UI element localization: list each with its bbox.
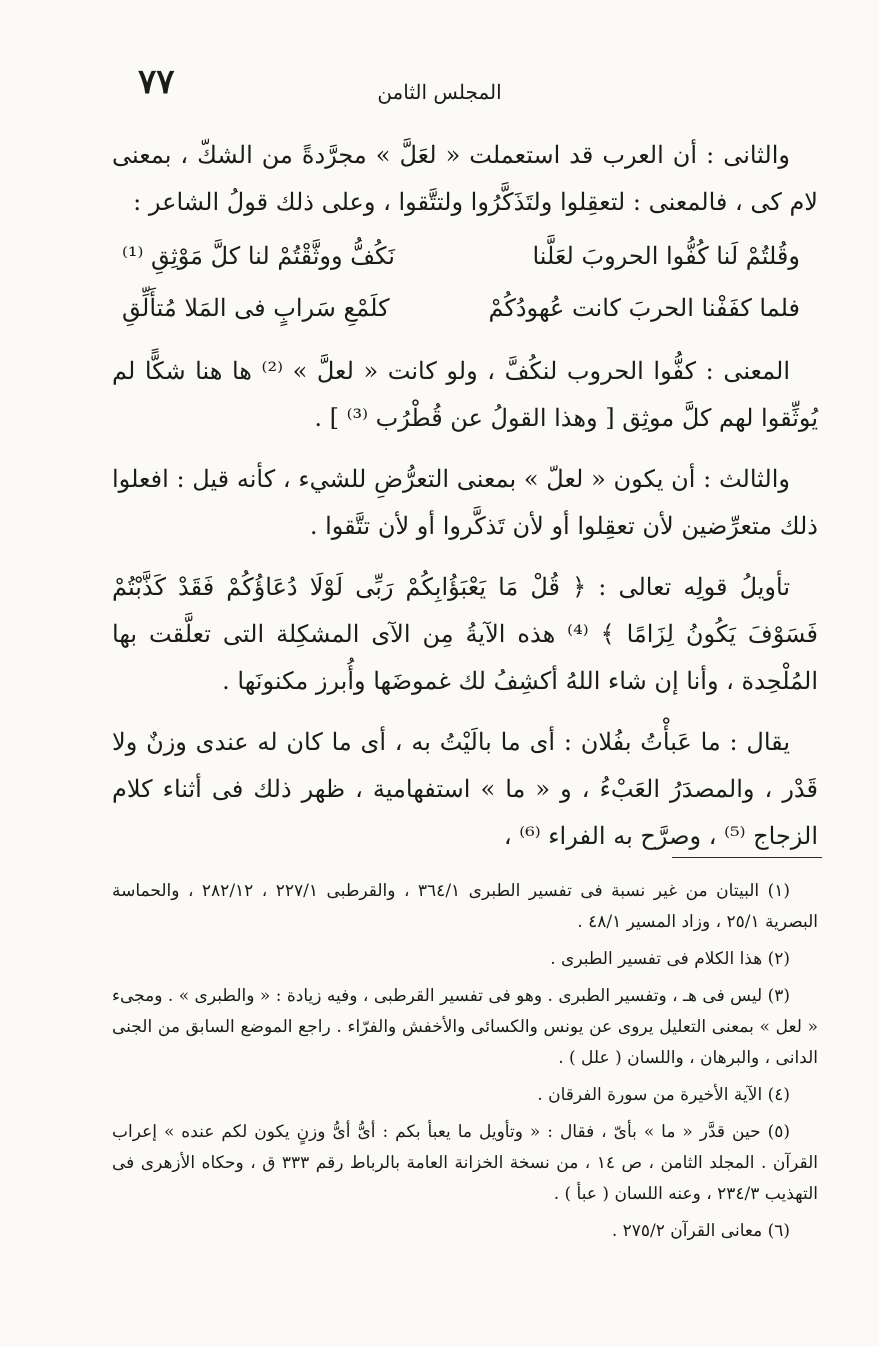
footnote-5: (٥) حين قدَّر « ما » بأىّ ، فقال : « وتأويل ما يعبأ بكم : أىُّ أىُّ وزنٍ يكون لكم عنده » إعراب القرآن . المجلد الثامن ، ص ١٤ ، من نسخة الخزانة العامة بالرباط رقم ٣٣٣ ق ، وحكاه الأزهرى فى التهذيب ٢٣٤/٣ ، وعنه اللسان ( عبأ ) . (112, 1122, 818, 1204)
footnote-divider (672, 857, 822, 858)
running-title: المجلس الثامن (377, 80, 502, 104)
verse-line (112, 282, 818, 334)
paragraph-third-meaning: والثالث : أن يكون « لعلّ » بمعنى التعرُّضِ للشيء ، كأنه قيل : افعلوا ذلك متعرِّضين لأن تعقِلوا أو لأن تَذكَّروا أو لأن تتَّقوا . (112, 465, 818, 540)
paragraph-verse-interpretation: تأويلُ قولِه تعالى : ﴿ قُلْ مَا يَعْبَؤُابِكُمْ رَبِّى لَوْلَا دُعَاؤُكُمْ فَقَدْ كَذَّبْتُمْ فَسَوْفَ يَكُونُ لِزَامًا ﴾ ⁽⁴⁾ هذه الآيةُ مِن الآى المشكِلة التى تعلَّقت بها المُلْحِدة ، وأنا إن شاء اللهُ أكشِفُ لك غموضَها وأُبرز مكنونَها . (112, 573, 818, 695)
footnote-1: (١) البيتان من غير نسبة فى تفسير الطبرى ٣٦٤/١ ، والقرطبى ٢٢٧/١ ، ٢٨٢/١٢ ، والحماسة البصرية ٢٥/١ ، وزاد المسير ٤٨/١ . (112, 881, 818, 932)
page-number: ٧٧ (138, 62, 175, 102)
paragraph-lexical: يقال : ما عَبأْتُ بفُلان : أى ما بالَيْتُ به ، أى ما كان له عندى وزنٌ ولا قَدْر ، والمصدَرُ العَبْءُ ، و « ما » استفهامية ، ظهر ذلك فى أثناء كلام الزجاج ⁽⁵⁾ ، وصرَّح به الفراء ⁽⁶⁾ ، (112, 728, 818, 850)
footnote-4: (٤) الآية الأخيرة من سورة الفرقان . (537, 1085, 790, 1105)
verse-first-hemistich: وقُلتُمْ لَنا كُفُّوا الحروبَ لعَلَّنا (532, 242, 800, 270)
verse-line (112, 230, 818, 282)
paragraph-meaning: المعنى : كفُّوا الحروب لنكُفَّ ، ولو كانت « لعلَّ » ⁽²⁾ ها هنا شكًّا لم يُوثِّقوا لهم كلَّ موثِق [ وهذا القولُ عن قُطْرُب ⁽³⁾ ] . (112, 357, 818, 432)
verse-first-hemistich: فلما كفَفْنا الحربَ كانت عُهودُكُمْ (488, 294, 800, 322)
verse-second-hemistich: كلَمْعِ سَرابٍ فى المَلا مُتأَلِّقِ (122, 294, 390, 322)
footnote-3: (٣) ليس فى هـ ، وتفسير الطبرى . وهو فى تفسير القرطبى ، وفيه زيادة : « والطبرى » . ومجىء « لعل » بمعنى التعليل يروى عن يونس والكسائى والأخفش والفرّاء . راجع الموضع السابق من الجنى الدانى ، والبرهان ، واللسان ( علل ) . (112, 986, 818, 1068)
paragraph-second-meaning: والثانى : أن العرب قد استعملت « لعَلَّ » مجرَّدةً من الشكّ ، بمعنى لام كى ، فالمعنى : لتعقِلوا ولتَذَكَّرُوا ولتتَّقوا ، وعلى ذلك قولُ الشاعر : (112, 141, 818, 216)
footnote-2: (٢) هذا الكلام فى تفسير الطبرى . (550, 949, 790, 969)
poem-verses (112, 230, 818, 334)
footnote-6: (٦) معانى القرآن ٢٧٥/٢ . (611, 1221, 790, 1241)
footnotes (112, 876, 818, 1253)
main-text (112, 132, 818, 874)
verse-second-hemistich: نَكُفُّ ووثَّقْتُمْ لنا كلَّ مَوْثِقِ ⁽¹⁾ (122, 242, 395, 270)
